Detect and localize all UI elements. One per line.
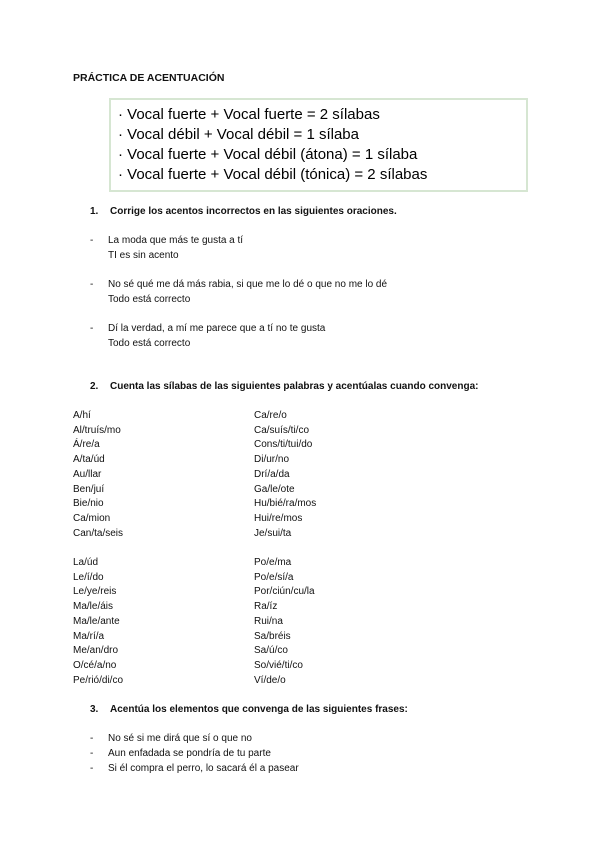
- rule-line: · Vocal fuerte + Vocal fuerte = 2 sílabas: [118, 106, 380, 123]
- word-item: Can/ta/seis: [73, 527, 124, 539]
- word-item: Po/e/sí/a: [254, 571, 294, 583]
- sentence: La moda que más te gusta a tí: [108, 235, 244, 246]
- answer: Todo está correcto: [108, 338, 191, 349]
- section-title: Corrige los acentos incorrectos en las siguientes oraciones.: [110, 206, 397, 217]
- sentence: No sé si me dirá que sí o que no: [108, 733, 252, 744]
- word-item: Me/an/dro: [73, 645, 119, 657]
- word-item: Le/í/do: [73, 571, 104, 583]
- word-item: Ca/suís/ti/co: [254, 424, 310, 436]
- word-item: Le/ye/reis: [73, 586, 117, 598]
- sentence: No sé qué me dá más rabia, si que me lo dé o que no me lo dé: [108, 279, 388, 290]
- list-dash: -: [90, 733, 94, 744]
- word-item: A/ta/úd: [73, 454, 105, 466]
- section-title: Cuenta las sílabas de las siguientes palabras y acentúalas cuando convenga:: [110, 381, 479, 392]
- list-dash: -: [90, 235, 94, 246]
- word-item: Hu/bié/ra/mos: [254, 498, 317, 510]
- section-number: 3.: [90, 704, 99, 715]
- word-item: Sa/ú/co: [254, 645, 288, 657]
- list-dash: -: [90, 323, 94, 334]
- word-item: A/hí: [73, 410, 91, 421]
- word-item: Drí/a/da: [254, 468, 290, 480]
- section-1-heading: [90, 206, 397, 217]
- answer: Todo está correcto: [108, 294, 191, 305]
- word-column-left-1: [73, 409, 123, 541]
- list-dash: -: [90, 763, 94, 774]
- word-item: Sa/bréis: [254, 630, 291, 642]
- word-item: Cons/ti/tui/do: [254, 439, 313, 451]
- word-column-left-2: [73, 556, 123, 688]
- word-item: Por/ciún/cu/la: [254, 586, 315, 598]
- word-item: Á/re/a: [73, 439, 100, 451]
- word-item: Al/truís/mo: [73, 424, 121, 436]
- word-item: Ga/le/ote: [254, 483, 295, 495]
- rule-line: · Vocal fuerte + Vocal débil (tónica) = 2 sílabas: [118, 166, 428, 183]
- word-item: So/vié/ti/co: [254, 659, 303, 671]
- word-item: Je/sui/ta: [254, 527, 292, 539]
- word-item: Au/llar: [73, 468, 102, 480]
- section-number: 2.: [90, 381, 99, 392]
- word-item: Di/ur/no: [254, 454, 290, 466]
- word-item: Ca/mion: [73, 512, 111, 524]
- list-dash: -: [90, 279, 94, 290]
- word-item: Pe/rió/di/co: [73, 674, 124, 686]
- word-item: Ben/juí: [73, 483, 105, 495]
- word-item: Bie/nio: [73, 498, 104, 510]
- word-item: Ma/rí/a: [73, 630, 105, 642]
- answer: TI es sin acento: [108, 250, 179, 261]
- section-2-heading: [90, 381, 478, 392]
- sentence: Dí la verdad, a mí me parece que a tí no te gusta: [108, 323, 326, 334]
- word-item: Rui/na: [254, 615, 283, 627]
- sentence: Aun enfadada se pondría de tu parte: [108, 748, 271, 759]
- section-3-heading: [90, 704, 408, 715]
- word-item: Ma/le/ante: [73, 615, 120, 627]
- rule-line: · Vocal débil + Vocal débil = 1 sílaba: [118, 126, 359, 143]
- word-column-right-1: [254, 409, 316, 541]
- rules-box: [109, 98, 528, 192]
- word-item: Ma/le/áis: [73, 601, 114, 613]
- word-item: Ví/de/o: [254, 674, 286, 686]
- sentence: Si él compra el perro, lo sacará él a pasear: [108, 763, 299, 774]
- word-item: Po/e/ma: [254, 557, 292, 568]
- word-item: La/úd: [73, 557, 99, 568]
- word-item: Hui/re/mos: [254, 512, 303, 524]
- word-column-right-2: [254, 556, 315, 688]
- word-item: O/cé/a/no: [73, 659, 117, 671]
- rule-line: · Vocal fuerte + Vocal débil (átona) = 1 sílaba: [118, 146, 418, 163]
- section-number: 1.: [90, 206, 99, 217]
- section-title: Acentúa los elementos que convenga de las siguientes frases:: [110, 704, 408, 715]
- page-title: PRÁCTICA DE ACENTUACIÓN: [73, 72, 225, 84]
- list-dash: -: [90, 748, 94, 759]
- word-item: Ra/íz: [254, 601, 278, 613]
- word-item: Ca/re/o: [254, 410, 287, 421]
